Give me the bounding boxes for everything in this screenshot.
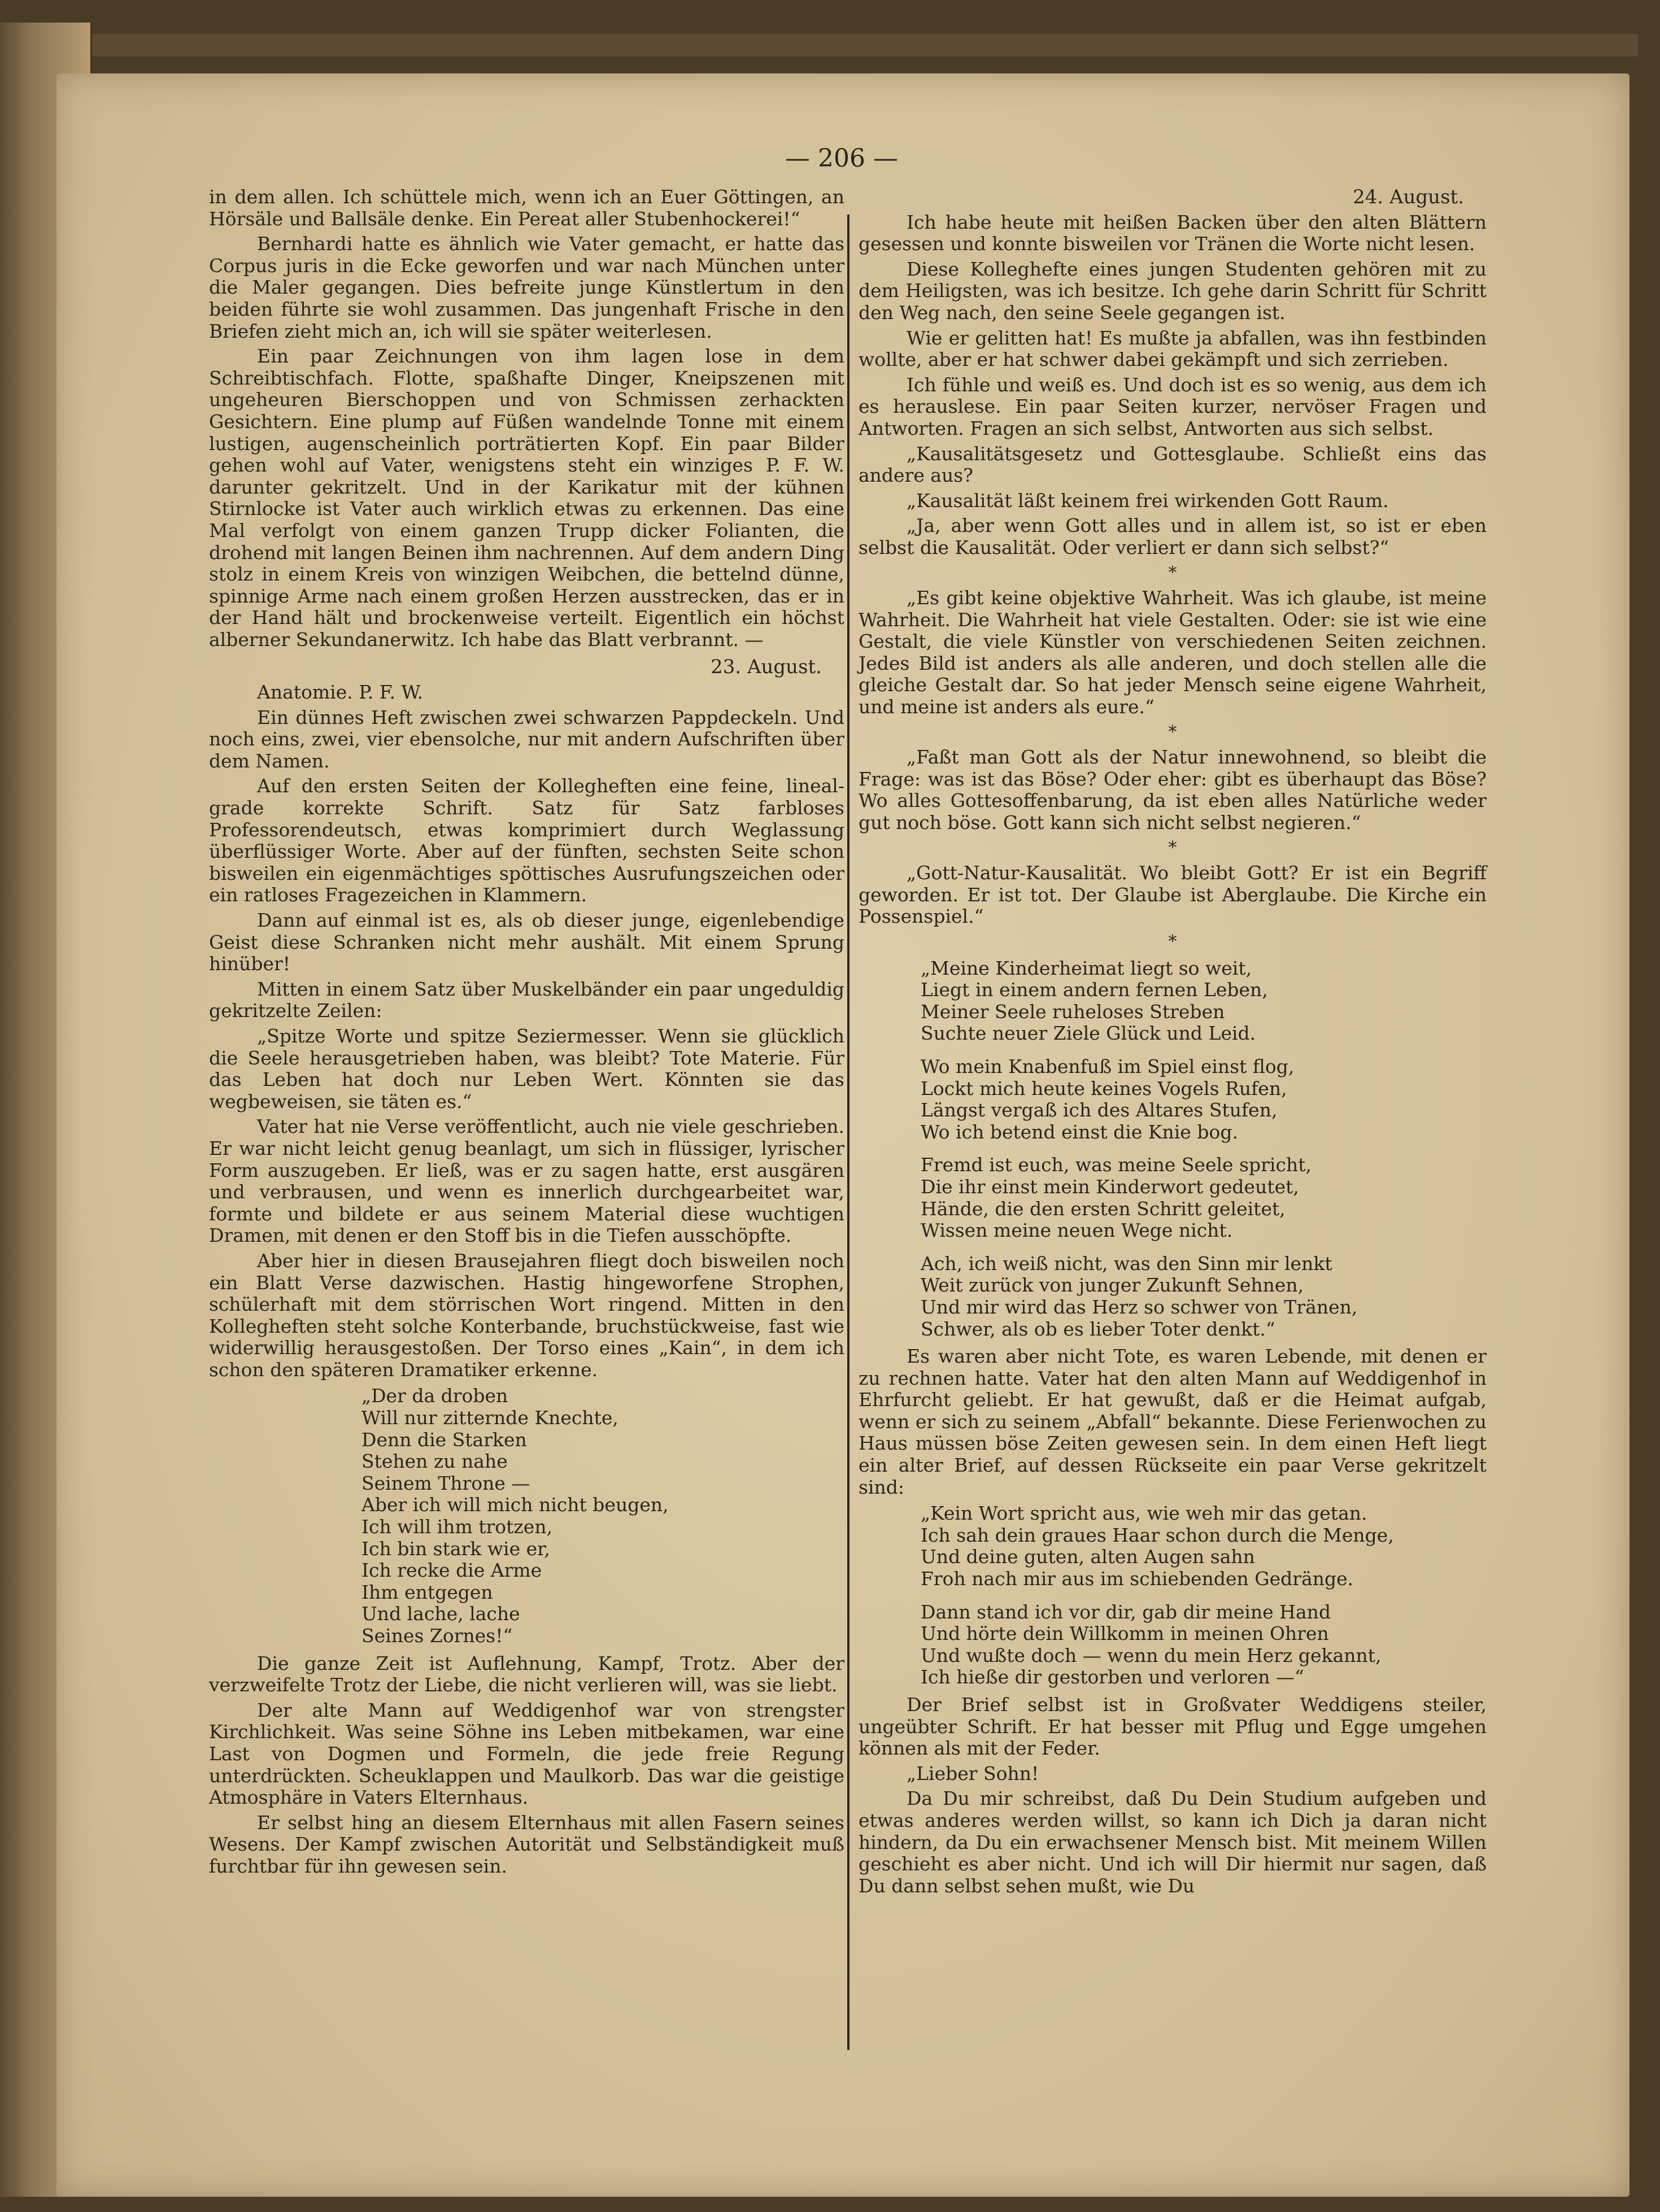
- poem-line: Dann stand ich vor dir, gab dir meine Hand: [921, 1600, 1331, 1623]
- left-column: [209, 186, 844, 1881]
- poem-line: Will nur zitternde Knechte,: [361, 1407, 618, 1429]
- left-paragraph: Bernhardi hatte es ähnlich wie Vater gemacht, er hatte das Corpus juris in die Ecke geworfen und war nach München unter die Maler gegangen. Dies befreite junge Künstlertum in den beiden führte sie wohl zusammen. Das jungenhaft Frische in den Briefen zieht mich an, ich will sie später weiterlesen.: [209, 233, 844, 342]
- page-number: — 206 —: [785, 144, 898, 173]
- poem-line: Seinem Throne —: [361, 1472, 530, 1494]
- poem-line: Und lache, lache: [361, 1603, 520, 1625]
- poem-kinderheimat: [859, 958, 1487, 1341]
- poem-line: Die ihr einst mein Kinderwort gedeutet,: [921, 1175, 1299, 1198]
- date-heading-24-august: 24. August.: [1353, 186, 1464, 208]
- right-paragraph: Der Brief selbst ist in Großvater Weddigens steiler, ungeübter Schrift. Er hat besser mit Pflug und Egge umgehen können als mit der Feder.: [859, 1694, 1487, 1760]
- left-paragraph: Die ganze Zeit ist Auflehnung, Kampf, Trotz. Aber der verzweifelte Trotz der Liebe, die nicht verlieren will, was sie liebt.: [209, 1652, 844, 1696]
- poem-line: Wo ich betend einst die Knie bog.: [921, 1120, 1238, 1143]
- poem-line: Ihm entgegen: [361, 1581, 493, 1603]
- poem-line: Suchte neuer Ziele Glück und Leid.: [921, 1022, 1256, 1045]
- poem-line: Ich recke die Arme: [361, 1559, 542, 1582]
- right-paragraph: „Faßt man Gott als der Natur innewohnend, so bleibt die Frage: was ist das Böse? Oder eher: gibt es überhaupt das Böse? Wo alles Gottesoffenbarung, da ist eben alles Natürliche weder gut noch böse. Gott kann sich nicht selbst negieren.“: [859, 746, 1487, 834]
- poem-line: Und wußte doch — wenn du mein Herz gekannt,: [921, 1644, 1382, 1666]
- left-paragraph: „Spitze Worte und spitze Seziermesser. Wenn sie glücklich die Seele herausgetrieben haben, was bleibt? Tote Materie. Für das Leben hat doch nur Leben Wert. Könnten sie das wegbeweisen, sie täten es.“: [209, 1024, 844, 1112]
- poem-line: Ich sah dein graues Haar schon durch die Menge,: [921, 1524, 1394, 1546]
- poem-line: Aber ich will mich nicht beugen,: [361, 1494, 669, 1516]
- stanza-break: [921, 1242, 1487, 1253]
- left-paragraph: Ein dünnes Heft zwischen zwei schwarzen Pappdeckeln. Und noch eins, zwei, vier ebensolche, nur mit andern Aufschriften über dem Namen.: [209, 706, 844, 772]
- left-paragraph: Aber hier in diesen Brausejahren fliegt doch bisweilen noch ein Blatt Verse dazwischen. Hastig hingeworfene Strophen, schülerhaft mit dem störrischen Wort ringend. Mitten in den Kollegheften steht solche Konterbande, bruchstückweise, fast wie widerwillig herausgestoßen. Der Torso eines „Kain“, in dem ich schon den späteren Dramatiker erkenne.: [209, 1249, 844, 1381]
- left-paragraph: Der alte Mann auf Weddigenhof war von strengster Kirchlichkeit. Was seine Söhne ins Leben mitbekamen, war eine Last von Dogmen und Formeln, die jede freie Regung unterdrückten. Scheuklappen und Maulkorb. Das war die geistige Atmosphäre in Vaters Elternhaus.: [209, 1699, 844, 1809]
- poem-line: „Der da droben: [361, 1385, 508, 1407]
- poem-line: Fremd ist euch, was meine Seele spricht,: [921, 1154, 1312, 1176]
- right-paragraph: „Kausalität läßt keinem frei wirkenden Gott Raum.: [907, 489, 1389, 512]
- left-paragraph: Mitten in einem Satz über Muskelbänder ein paar ungeduldig gekritzelte Zeilen:: [209, 978, 844, 1022]
- stanza-break: [921, 1143, 1487, 1154]
- poem-line: Hände, die den ersten Schritt geleitet,: [921, 1197, 1286, 1220]
- poem-letter-back: [859, 1503, 1487, 1689]
- section-separator-star: *: [1168, 932, 1177, 952]
- poem-line: Weit zurück von junger Zukunft Sehnen,: [921, 1274, 1304, 1297]
- left-paragraph: Auf den ersten Seiten der Kollegheften eine feine, lineal-grade korrekte Schrift. Satz für Satz farbloses Professorendeutsch, etwas komprimiert durch Weglassung überflüssiger Worte. Aber auf der fünften, sechsten Seite schon bisweilen ein eigenmächtiges spöttisches Ausrufungszeichen oder ein ratloses Fragezeichen in Klammern.: [209, 775, 844, 906]
- right-paragraph: „Es gibt keine objektive Wahrheit. Was ich glaube, ist meine Wahrheit. Die Wahrheit hat viele Gestalten. Oder: sie ist wie eine Gestalt, die viele Künstler von verschiedenen Seiten zeichnen. Jedes Bild ist anders als alle anderen, und doch stellen alle die gleiche Gestalt dar. So hat jeder Mensch seine eigene Wahrheit, und meine ist anders als eure.“: [859, 587, 1487, 718]
- section-heading: Anatomie. P. F. W.: [257, 681, 424, 704]
- previous-page-edge-top: [23, 34, 1638, 56]
- stanza-break: [921, 1045, 1487, 1056]
- poem-line: Froh nach mir aus im schiebenden Gedränge.: [921, 1568, 1354, 1590]
- poem-line: Ich bin stark wie er,: [361, 1537, 550, 1560]
- poem-line: Wissen meine neuen Wege nicht.: [921, 1219, 1233, 1242]
- section-separator-star: *: [1168, 722, 1177, 742]
- left-paragraph: Vater hat nie Verse veröffentlicht, auch nie viele geschrieben. Er war nicht leicht genug beanlagt, um sich in flüssiger, lyrischer Form auszugeben. Er ließ, was er zu sagen hatte, erst ausgären und verbrausen, und wenn es innerlich durchgearbeitet war, formte und bildete er aus seinem Material diese wuchtigen Dramen, mit denen er den Stoff bis in die Tiefen ausschöpfte.: [209, 1115, 844, 1247]
- poem-line: Wo mein Knabenfuß im Spiel einst flog,: [921, 1055, 1295, 1077]
- letter-salutation: „Lieber Sohn!: [907, 1762, 1039, 1785]
- left-paragraph: Er selbst hing an diesem Elternhaus mit allen Fasern seines Wesens. Der Kampf zwischen Autorität und Selbständigkeit muß furchtbar für ihn gewesen sein.: [209, 1811, 844, 1877]
- poem-line: Ich will ihm trotzen,: [361, 1516, 553, 1538]
- poem-line: Denn die Starken: [361, 1428, 527, 1451]
- right-paragraph: Wie er gelitten hat! Es mußte ja abfallen, was ihn festbinden wollte, aber er hat schwer dabei gekämpft und sich zerrieben.: [859, 326, 1487, 371]
- poem-line: Ich hieße dir gestorben und verloren —“: [921, 1666, 1304, 1689]
- right-paragraph: „Gott-Natur-Kausalität. Wo bleibt Gott? Er ist ein Begriff geworden. Er ist tot. Der Glaube ist Aberglaube. Die Kirche ein Possenspiel.“: [859, 862, 1487, 928]
- poem-line: Und mir wird das Herz so schwer von Tränen,: [921, 1295, 1358, 1318]
- poem-line: Seines Zornes!“: [361, 1625, 513, 1647]
- left-intro: in dem allen. Ich schüttele mich, wenn ich an Euer Göttingen, an Hörsäle und Ballsäle denke. Ein Pereat aller Stubenhockerei!“: [209, 186, 844, 230]
- date-heading-23-august: 23. August.: [711, 656, 822, 679]
- right-paragraph: Es waren aber nicht Tote, es waren Lebende, mit denen er zu rechnen hatte. Vater hat den alten Mann auf Weddigenhof in Ehrfurcht geliebt. Er hat gewußt, daß er die Heimat aufgab, wenn er sich zu seinem „Abfall“ bekannte. Diese Ferienwochen zu Haus müssen böse Zeiten gewesen sein. In dem einen Heft liegt ein alter Brief, auf dessen Rückseite ein paar Verse gekritzelt sind:: [859, 1345, 1487, 1498]
- right-paragraph: „Kausalitätsgesetz und Gottesglaube. Schließt eins das andere aus?: [859, 442, 1487, 487]
- right-paragraph: Diese Kollegheftе eines jungen Studenten gehören mit zu dem Heiligsten, was ich besitze. Ich gehe darin Schritt für Schritt den Weg nach, den seine Seele gegangen ist.: [859, 258, 1487, 324]
- poem-line: Lockt mich heute keines Vogels Rufen,: [921, 1077, 1287, 1100]
- poem-line: Schwer, als ob es lieber Toter denkt.“: [921, 1317, 1275, 1340]
- section-separator-star: *: [1168, 837, 1177, 858]
- poem-line: Ach, ich weiß nicht, was den Sinn mir lenkt: [921, 1252, 1332, 1275]
- right-paragraph: Ich habe heute mit heißen Backen über den alten Blättern gesessen und konnte bisweilen vor Tränen die Worte nicht lesen.: [859, 211, 1487, 255]
- poem-line: Längst vergaß ich des Altares Stufen,: [921, 1099, 1278, 1122]
- left-paragraph: Ein paar Zeichnungen von ihm lagen lose in dem Schreibtischfach. Flotte, spaßhafte Dinger, Kneipszenen mit ungeheuren Bierschoppen und von Schmissen zerhackten Gesichtern. Eine plump auf Füßen wandelnde Tonne mit einem lustigen, augenscheinlich porträtierten Kopf. Ein paar Bilder gehen wohl auf Vater, wenigstens steht ein winziges P. F. W. darunter gekritzelt. Und in der Karikatur mit der kühnen Stirnlocke ist Vater auch wirklich etwas zu erkennen. Das eine Mal verfolgt von einem ganzen Trupp dicker Folianten, die drohend mit langen Beinen ihm nachrennen. Auf dem andern Ding stolz in einem Kreis von winzigen Weibchen, die bettelnd dünne, spinnige Arme nach einem großen Herzen ausstrecken, das er in der Hand hält und brockenweise verteilt. Eigentlich ein höchst alberner Sekundanerwitz. Ich habe das Blatt verbrannt. —: [209, 345, 844, 651]
- poem-line: Meiner Seele ruheloses Streben: [921, 1000, 1225, 1023]
- right-column: [859, 186, 1487, 1900]
- right-paragraph: Ich fühle und weiß es. Und doch ist es so wenig, aus dem ich es herauslese. Ein paar Seiten kurzer, nervöser Fragen und Antworten. Fragen an sich selbst, Antworten aus sich selbst.: [859, 373, 1487, 439]
- poem-line: Und hörte dein Willkomm in meinen Ohren: [921, 1622, 1329, 1645]
- right-paragraph: Da Du mir schreibst, daß Du Dein Studium aufgeben und etwas anderes werden willst, so kann ich Dich ja daran nicht hindern, da Du ein erwachsener Mensch bist. Mit meinem Willen geschieht es aber nicht. Und ich will Dir hiermit nur sagen, daß Du dann selbst sehen mußt, wie Du: [859, 1787, 1487, 1897]
- poem-line: Und deine guten, alten Augen sahn: [921, 1546, 1255, 1568]
- left-paragraph: Dann auf einmal ist es, als ob dieser junge, eigenlebendige Geist diese Schranken nicht mehr aushält. Mit einem Sprung hinüber!: [209, 909, 844, 975]
- poem-line: Stehen zu nahe: [361, 1450, 508, 1473]
- poem-kain: [209, 1385, 844, 1647]
- right-paragraph: „Ja, aber wenn Gott alles und in allem ist, so ist er eben selbst die Kausalität. Oder verliert er dann sich selbst?“: [859, 514, 1487, 559]
- poem-line: „Kein Wort spricht aus, wie weh mir das getan.: [921, 1502, 1367, 1525]
- poem-line: Liegt in einem andern fernen Leben,: [921, 979, 1268, 1001]
- poem-line: „Meine Kinderheimat liegt so weit,: [921, 957, 1252, 979]
- stanza-break: [921, 1590, 1487, 1602]
- column-divider: [847, 215, 849, 2050]
- section-separator-star: *: [1168, 562, 1177, 583]
